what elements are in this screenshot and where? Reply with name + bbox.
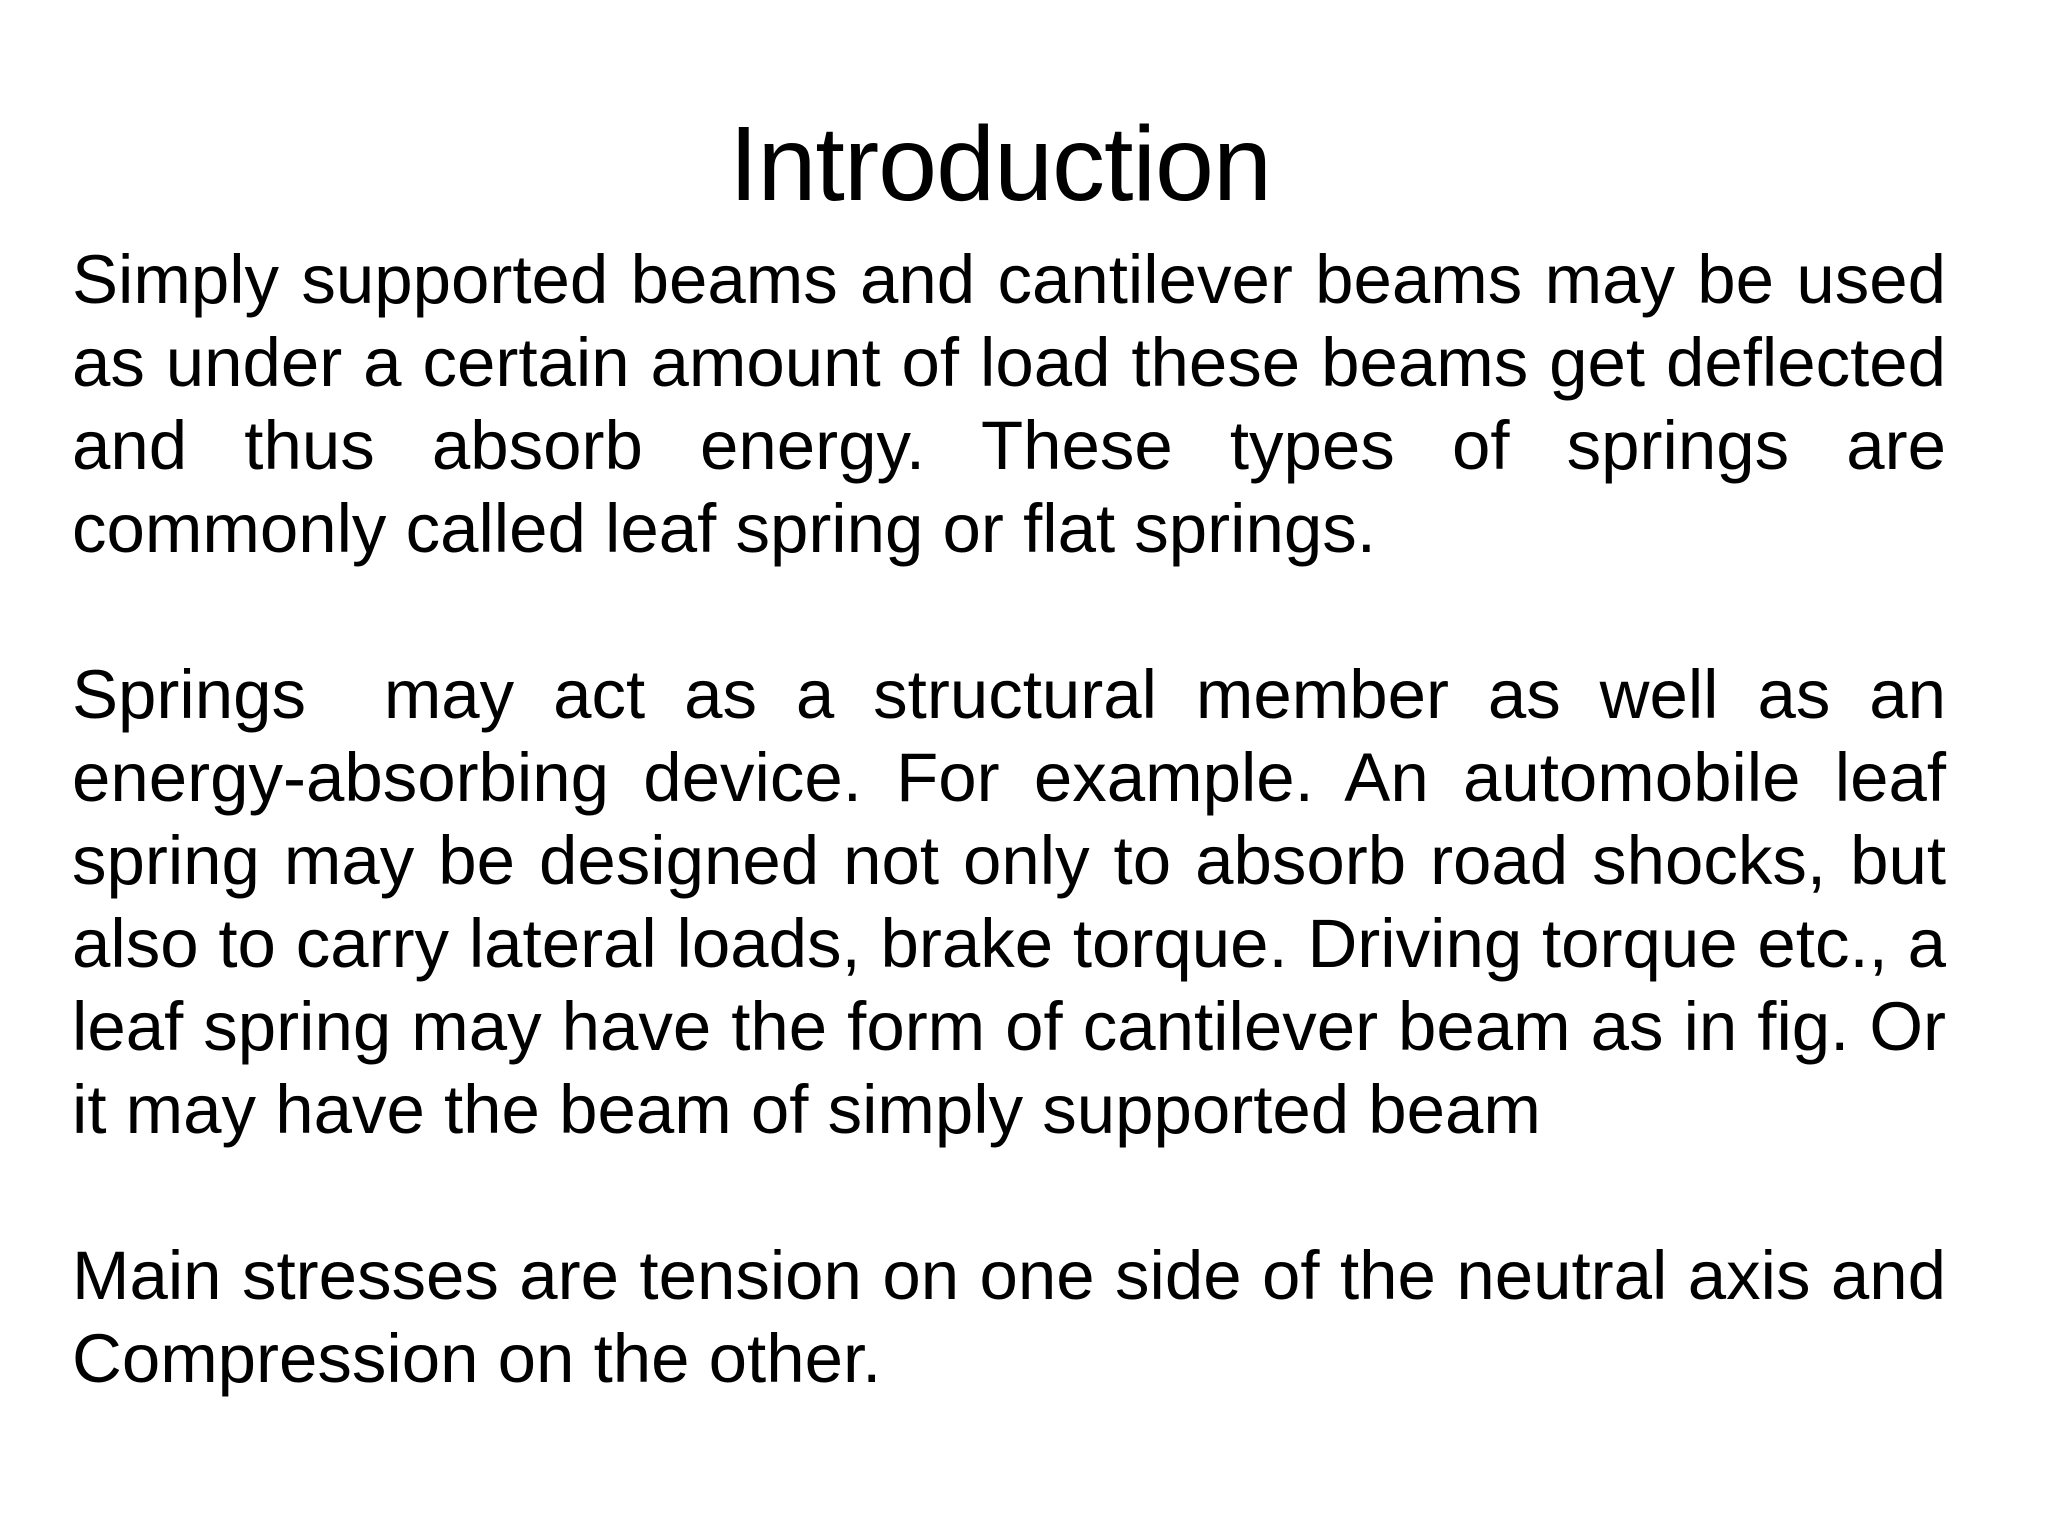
slide-body bbox=[72, 238, 1966, 1400]
paragraph-structural-member: Springs may act as a structural member as well as an energy-absorbing device. For example. An automobile leaf spring may be designed not only to absorb road shocks, but also to carry lateral loads, brake torque. Driving torque etc., a leaf spring may have the form of cantilever beam as in fig. Or it may have the beam of simply supported beam bbox=[72, 656, 1966, 1148]
paragraph-main-stresses: Main stresses are tension on one side of the neutral axis and Compression on the other. bbox=[72, 1237, 1966, 1397]
slide-title: Introduction bbox=[729, 105, 1271, 223]
paragraph-leaf-spring-definition: Simply supported beams and cantilever beams may be used as under a certain amount of load these beams get deflected and thus absorb energy. These types of springs are commonly called leaf spring or flat springs. bbox=[72, 241, 1966, 567]
